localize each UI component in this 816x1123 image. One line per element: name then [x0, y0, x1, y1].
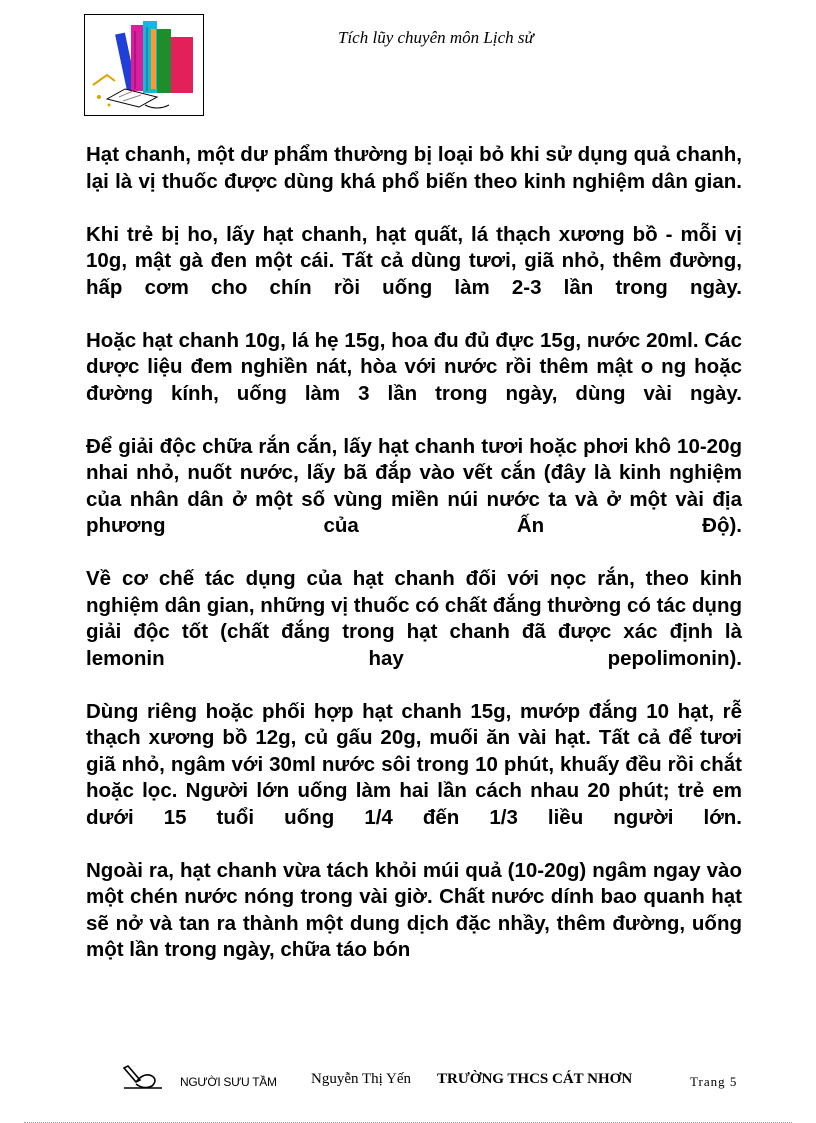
paragraph: Ngoài ra, hạt chanh vừa tách khỏi múi quả (10-20g) ngâm ngay vào một chén nước nóng trong vài giờ. Chất nước dính bao quanh hạt sẽ nở và tan ra thành một dung dịch đặc nhầy, thêm đường, uống một lần trong ngày, chữa táo bón — [86, 858, 742, 961]
page-footer — [0, 1068, 816, 1108]
paragraph: Để giải độc chữa rắn cắn, lấy hạt chanh tươi hoặc phơi khô 10-20g nhai nhỏ, nuốt nước, lấy bã đắp vào vết cắn (đây là kinh nghiệm của nhân dân ở một số vùng miền núi nước ta và ở một vài địa phương của Ấn Độ). — [86, 434, 742, 537]
page-number: Trang 5 — [690, 1074, 738, 1089]
books-logo — [84, 14, 204, 116]
collector-label: NGƯỜI SƯU TẦM — [180, 1075, 277, 1089]
paragraph: Hạt chanh, một dư phẩm thường bị loại bỏ khi sử dụng quả chanh, lại là vị thuốc được dùng khá phổ biến theo kinh nghiệm dân gian. — [86, 143, 742, 193]
document-body — [86, 142, 742, 990]
paragraph: Dùng riêng hoặc phối hợp hạt chanh 15g, mướp đắng 10 hạt, rễ thạch xương bồ 12g, củ gấu 20g, muối ăn vài hạt. Tất cả để tươi giã nhỏ, ngâm với 30ml nước sôi trong 10 phút, khuấy đều rồi chắt hoặc lọc. Người lớn uống làm hai lần cách nhau 20 phút; trẻ em dưới 15 tuổi uống 1/4 đến 1/3 liều người lớn. — [86, 699, 742, 829]
school-name: TRƯỜNG THCS CÁT NHƠN — [437, 1071, 633, 1087]
header-title: Tích lũy chuyên môn Lịch sử — [338, 28, 534, 47]
paragraph: Về cơ chế tác dụng của hạt chanh đối với nọc rắn, theo kinh nghiệm dân gian, những vị thuốc có chất đắng thường có tác dụng giải độc tốt (chất đắng trong hạt chanh đã được xác định là lemonin hay pepolimonin). — [86, 567, 742, 670]
author-name: Nguyễn Thị Yến — [311, 1071, 411, 1087]
paragraph: Khi trẻ bị ho, lấy hạt chanh, hạt quất, lá thạch xương bồ - mỗi vị 10g, mật gà đen một cái. Tất cả dùng tươi, giã nhỏ, thêm đường, hấp cơm cho chín rồi uống làm 2-3 lần trong ngày. — [86, 222, 742, 299]
paragraph: Hoặc hạt chanh 10g, lá hẹ 15g, hoa đu đủ đực 15g, nước 20ml. Các dược liệu đem nghiền nát, hòa với nước rồi thêm mật o ng hoặc đường kính, uống làm 3 lần trong ngày, dùng vài ngày. — [86, 328, 742, 405]
pen-writing-icon — [122, 1062, 164, 1092]
books-icon — [85, 15, 204, 116]
